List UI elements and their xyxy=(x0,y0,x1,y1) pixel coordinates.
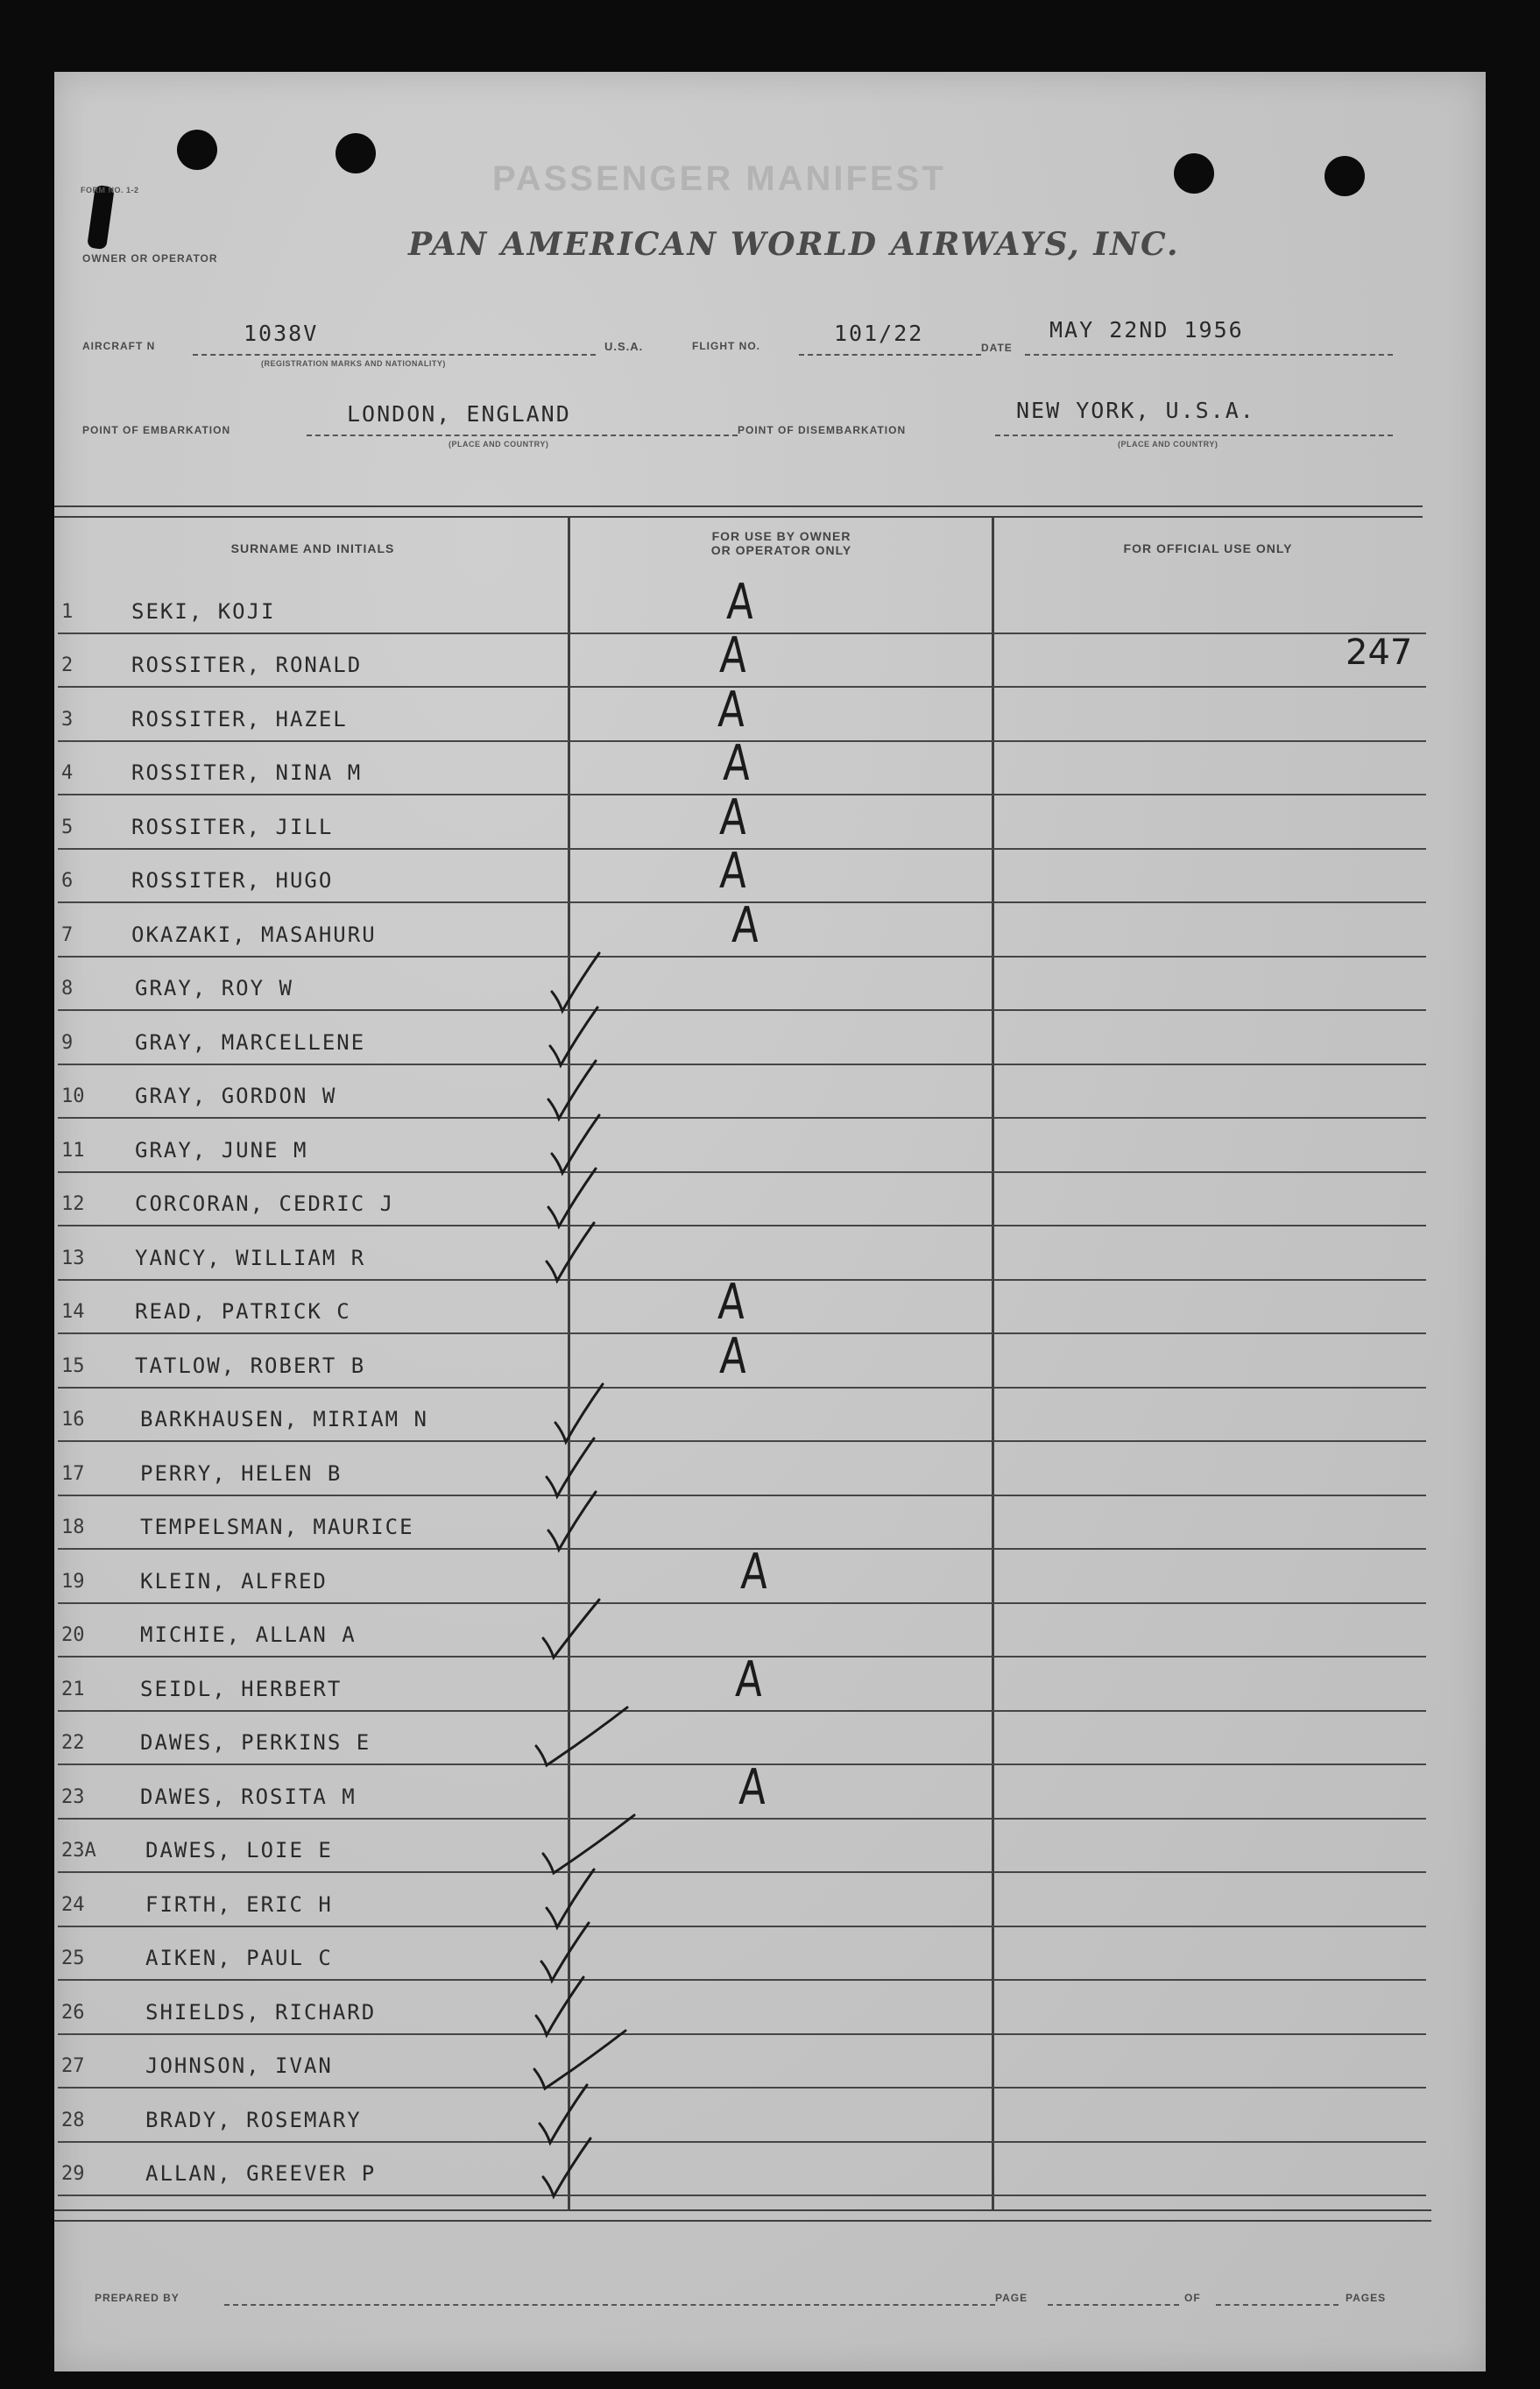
disembarkation-sublabel: (PLACE AND COUNTRY) xyxy=(1118,440,1219,449)
pages-label: PAGES xyxy=(1346,2292,1387,2304)
punch-hole xyxy=(1174,153,1214,194)
handwritten-a-mark: A xyxy=(718,627,749,684)
row-rule xyxy=(58,2087,1426,2089)
row-number: 13 xyxy=(61,1248,85,1269)
passenger-name: SHIELDS, RICHARD xyxy=(145,2000,377,2025)
page-line xyxy=(1048,2304,1179,2306)
column-header-owner-use-2: OR OPERATOR ONLY xyxy=(710,543,852,557)
handwritten-a-mark: A xyxy=(734,1651,765,1708)
date-value: MAY 22ND 1956 xyxy=(1049,317,1244,343)
handwritten-a-mark: A xyxy=(725,574,756,631)
row-number: 24 xyxy=(61,1894,85,1916)
table-top-rule xyxy=(54,505,1423,507)
passenger-name: ROSSITER, HAZEL xyxy=(131,707,348,732)
official-note: 247 xyxy=(1346,633,1413,673)
date-underline xyxy=(1025,354,1393,356)
row-number: 1 xyxy=(61,601,74,623)
passenger-name: ROSSITER, HUGO xyxy=(131,868,334,893)
row-rule xyxy=(58,1117,1426,1119)
row-number: 10 xyxy=(61,1085,85,1107)
row-number: 27 xyxy=(61,2055,85,2077)
passenger-name: AIKEN, PAUL C xyxy=(145,1946,333,1970)
table-top-rule xyxy=(54,516,1423,518)
form-number: FORM NO. 1-2 xyxy=(81,186,139,194)
handwritten-a-mark: A xyxy=(717,1274,747,1331)
passenger-name: DAWES, PERKINS E xyxy=(140,1730,371,1755)
row-number: 25 xyxy=(61,1947,85,1969)
handwritten-a-mark: A xyxy=(722,735,752,792)
row-rule xyxy=(58,1818,1426,1820)
row-rule xyxy=(58,1871,1426,1873)
row-number: 14 xyxy=(61,1301,85,1323)
page-label: PAGE xyxy=(995,2292,1028,2304)
row-number: 17 xyxy=(61,1463,85,1485)
passenger-name: READ, PATRICK C xyxy=(135,1299,351,1324)
aircraft-value: 1038V xyxy=(244,321,319,346)
passenger-name: ROSSITER, RONALD xyxy=(131,653,363,677)
row-rule xyxy=(58,1225,1426,1226)
disembarkation-underline xyxy=(995,435,1393,436)
row-number: 5 xyxy=(61,816,74,838)
row-number: 2 xyxy=(61,654,74,676)
row-number: 20 xyxy=(61,1624,85,1646)
handwritten-a-mark: A xyxy=(738,1759,768,1816)
check-mark-icon xyxy=(543,1487,648,1557)
passenger-name: SEIDL, HERBERT xyxy=(140,1677,343,1701)
passenger-name: YANCY, WILLIAM R xyxy=(135,1246,366,1270)
row-number: 3 xyxy=(61,709,74,731)
embarkation-label: POINT OF EMBARKATION xyxy=(82,424,231,436)
handwritten-a-mark: A xyxy=(717,682,747,739)
row-number: 19 xyxy=(61,1571,85,1593)
column-header-surname: SURNAME AND INITIALS xyxy=(230,541,395,555)
column-header-owner-use: FOR USE BY OWNER xyxy=(711,529,851,543)
passenger-name: GRAY, GORDON W xyxy=(135,1084,337,1108)
passenger-name: ALLAN, GREEVER P xyxy=(145,2161,377,2186)
check-mark-icon xyxy=(538,2133,643,2203)
disembarkation-label: POINT OF DISEMBARKATION xyxy=(738,424,907,436)
passenger-name: BRADY, ROSEMARY xyxy=(145,2108,362,2132)
row-rule xyxy=(58,1979,1426,1981)
handwritten-a-mark: A xyxy=(718,843,749,900)
column-header-official: FOR OFFICIAL USE ONLY xyxy=(1123,541,1293,555)
embarkation-value: LONDON, ENGLAND xyxy=(347,401,571,427)
check-mark-icon xyxy=(541,1218,646,1288)
passenger-name: CORCORAN, CEDRIC J xyxy=(135,1191,395,1216)
row-number: 11 xyxy=(61,1140,85,1162)
passenger-name: GRAY, ROY W xyxy=(135,976,293,1000)
manifest-title: PASSENGER MANIFEST xyxy=(492,159,946,198)
passenger-name: ROSSITER, NINA M xyxy=(131,760,363,785)
handwritten-a-mark: A xyxy=(739,1544,770,1601)
passenger-name: GRAY, MARCELLENE xyxy=(135,1030,366,1055)
flight-value: 101/22 xyxy=(834,321,924,346)
prepared-by-label: PREPARED BY xyxy=(95,2292,180,2304)
passenger-name: ROSSITER, JILL xyxy=(131,815,334,839)
row-rule xyxy=(58,1171,1426,1173)
handwritten-a-mark: A xyxy=(718,1328,749,1385)
passenger-name: PERRY, HELEN B xyxy=(140,1461,343,1486)
passenger-name: KLEIN, ALFRED xyxy=(140,1569,328,1594)
row-number: 23A xyxy=(61,1840,96,1862)
owner-name: PAN AMERICAN WORLD AIRWAYS, INC. xyxy=(408,226,1180,263)
passenger-name: FIRTH, ERIC H xyxy=(145,1892,333,1917)
passenger-name: SEKI, KOJI xyxy=(131,599,276,624)
column-divider xyxy=(992,517,994,2209)
row-number: 16 xyxy=(61,1409,85,1431)
row-rule xyxy=(58,1387,1426,1389)
punch-hole xyxy=(1325,156,1365,196)
usa-label: U.S.A. xyxy=(604,340,644,353)
row-rule xyxy=(58,1009,1426,1011)
passenger-name: DAWES, ROSITA M xyxy=(140,1785,357,1809)
disembarkation-value: NEW YORK, U.S.A. xyxy=(1016,398,1255,423)
flight-underline xyxy=(799,354,981,356)
passenger-name: TATLOW, ROBERT B xyxy=(135,1354,366,1378)
row-number: 29 xyxy=(61,2163,85,2185)
passenger-name: JOHNSON, IVAN xyxy=(145,2053,333,2078)
passenger-name: TEMPELSMAN, MAURICE xyxy=(140,1515,414,1539)
row-number: 8 xyxy=(61,978,74,1000)
row-rule xyxy=(58,1926,1426,1927)
passenger-name: DAWES, LOIE E xyxy=(145,1838,333,1862)
row-rule xyxy=(58,1064,1426,1065)
handwritten-a-mark: A xyxy=(731,897,761,954)
row-rule xyxy=(58,1710,1426,1712)
row-number: 12 xyxy=(61,1193,85,1215)
manifest-page xyxy=(54,72,1486,2371)
passenger-name: OKAZAKI, MASAHURU xyxy=(131,922,377,947)
row-number: 28 xyxy=(61,2110,85,2131)
row-number: 23 xyxy=(61,1786,85,1808)
of-line xyxy=(1216,2304,1339,2306)
aircraft-underline xyxy=(193,354,596,356)
row-rule xyxy=(58,1440,1426,1442)
table-bottom-rule xyxy=(54,2209,1431,2211)
prepared-by-line xyxy=(224,2304,995,2306)
row-rule xyxy=(58,2195,1426,2196)
row-number: 9 xyxy=(61,1032,74,1054)
punch-hole xyxy=(336,133,376,173)
row-rule xyxy=(58,1495,1426,1496)
flight-label: FLIGHT NO. xyxy=(692,340,760,352)
passenger-name: BARKHAUSEN, MIRIAM N xyxy=(140,1407,428,1431)
row-number: 21 xyxy=(61,1679,85,1700)
row-rule xyxy=(58,2141,1426,2143)
passenger-name: MICHIE, ALLAN A xyxy=(140,1622,357,1647)
of-label: OF xyxy=(1184,2292,1201,2304)
aircraft-label: AIRCRAFT N xyxy=(82,340,156,352)
punch-hole xyxy=(177,130,217,170)
aircraft-sublabel: (REGISTRATION MARKS AND NATIONALITY) xyxy=(261,359,446,368)
embarkation-sublabel: (PLACE AND COUNTRY) xyxy=(449,440,549,449)
table-bottom-rule xyxy=(54,2220,1431,2222)
row-number: 7 xyxy=(61,924,74,946)
handwritten-a-mark: A xyxy=(718,789,749,846)
owner-label: OWNER OR OPERATOR xyxy=(82,252,218,265)
row-rule xyxy=(58,1602,1426,1604)
row-rule xyxy=(58,956,1426,958)
check-mark-icon xyxy=(538,1594,643,1665)
passenger-name: GRAY, JUNE M xyxy=(135,1138,308,1163)
row-number: 22 xyxy=(61,1732,85,1754)
row-rule xyxy=(58,2033,1426,2035)
embarkation-underline xyxy=(307,435,738,436)
row-number: 6 xyxy=(61,870,74,892)
row-number: 4 xyxy=(61,762,74,784)
row-number: 18 xyxy=(61,1516,85,1538)
check-mark-icon xyxy=(531,1702,636,1772)
date-label: DATE xyxy=(981,342,1013,354)
row-number: 15 xyxy=(61,1355,85,1377)
row-number: 26 xyxy=(61,2002,85,2024)
